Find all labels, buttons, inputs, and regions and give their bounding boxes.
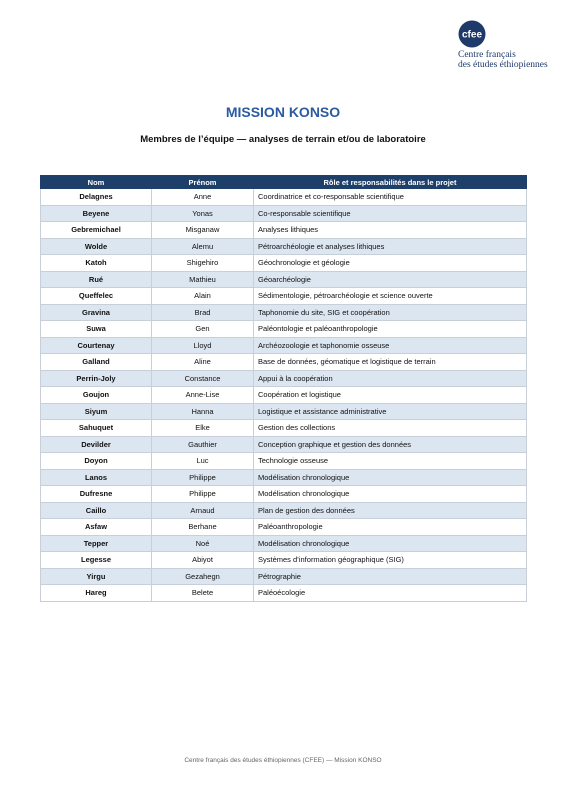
cell-role: Pétroarchéologie et analyses lithiques — [254, 238, 527, 255]
table-row — [41, 271, 527, 288]
cell-role: Modélisation chronologique — [254, 469, 527, 486]
cell-role: Paléoécologie — [254, 585, 527, 602]
table-row — [41, 238, 527, 255]
cell-role: Modélisation chronologique — [254, 486, 527, 503]
cell-nom: Queffelec — [41, 288, 152, 305]
cell-prenom: Lloyd — [152, 337, 254, 354]
cell-nom: Perrin-Joly — [41, 370, 152, 387]
table-row — [41, 403, 527, 420]
page-title: MISSION KONSO — [225, 104, 341, 120]
cell-prenom: Philippe — [152, 469, 254, 486]
table-row — [41, 552, 527, 569]
cell-prenom: Belete — [152, 585, 254, 602]
cell-nom: Suwa — [41, 321, 152, 338]
cell-role: Coordinatrice et co-responsable scientifique — [254, 189, 527, 206]
cell-role: Pétrographie — [254, 568, 527, 585]
cell-role: Géoarchéologie — [254, 271, 527, 288]
cell-nom: Goujon — [41, 387, 152, 404]
cell-role: Coopération et logistique — [254, 387, 527, 404]
cell-role: Analyses lithiques — [254, 222, 527, 239]
header-prenom: Prénom — [152, 176, 254, 189]
page-footer: Centre français des études éthiopiennes (CFEE) — Mission KONSO — [184, 757, 382, 764]
cell-role: Systèmes d’information géographique (SIG) — [254, 552, 527, 569]
table-row — [41, 354, 527, 371]
table-row — [41, 453, 527, 470]
cell-prenom: Hanna — [152, 403, 254, 420]
cell-role: Sédimentologie, pétroarchéologie et science ouverte — [254, 288, 527, 305]
table-row — [41, 321, 527, 338]
cell-nom: Wolde — [41, 238, 152, 255]
cell-nom: Tepper — [41, 535, 152, 552]
cell-role: Paléoanthropologie — [254, 519, 527, 536]
cell-prenom: Elke — [152, 420, 254, 437]
cell-prenom: Gezahegn — [152, 568, 254, 585]
header-nom: Nom — [41, 176, 152, 189]
cell-prenom: Arnaud — [152, 502, 254, 519]
cell-nom: Devilder — [41, 436, 152, 453]
cell-nom: Legesse — [41, 552, 152, 569]
cell-nom: Yirgu — [41, 568, 152, 585]
cell-nom: Rué — [41, 271, 152, 288]
cfee-logo-text — [458, 50, 566, 70]
table-row — [41, 585, 527, 602]
cell-role: Logistique et assistance administrative — [254, 403, 527, 420]
cell-role: Archéozoologie et taphonomie osseuse — [254, 337, 527, 354]
cell-role: Base de données, géomatique et logistique de terrain — [254, 354, 527, 371]
cell-prenom: Anne-Lise — [152, 387, 254, 404]
cell-nom: Sahuquet — [41, 420, 152, 437]
cfee-logo-mark-text: cfee — [461, 29, 483, 41]
team-table-body — [41, 189, 527, 602]
table-row — [41, 304, 527, 321]
logo-line-2: des études éthiopiennes — [458, 60, 548, 70]
cell-nom: Hareg — [41, 585, 152, 602]
cell-prenom: Misganaw — [152, 222, 254, 239]
table-row — [41, 519, 527, 536]
page-subtitle: Membres de l’équipe — analyses de terrain et/ou de laboratoire — [140, 134, 426, 145]
cell-prenom: Alemu — [152, 238, 254, 255]
table-row — [41, 337, 527, 354]
cell-role: Plan de gestion des données — [254, 502, 527, 519]
header-role: Rôle et responsabilités dans le projet — [254, 176, 527, 189]
cell-prenom: Noé — [152, 535, 254, 552]
table-row — [41, 535, 527, 552]
table-row — [41, 420, 527, 437]
cell-role: Taphonomie du site, SIG et coopération — [254, 304, 527, 321]
cell-nom: Asfaw — [41, 519, 152, 536]
table-row — [41, 568, 527, 585]
cell-role: Paléontologie et paléoanthropologie — [254, 321, 527, 338]
cell-role: Géochronologie et géologie — [254, 255, 527, 272]
cell-role: Modélisation chronologique — [254, 535, 527, 552]
cell-prenom: Mathieu — [152, 271, 254, 288]
cell-prenom: Philippe — [152, 486, 254, 503]
cell-nom: Doyon — [41, 453, 152, 470]
cell-prenom: Luc — [152, 453, 254, 470]
table-row — [41, 189, 527, 206]
cell-nom: Dufresne — [41, 486, 152, 503]
table-row — [41, 288, 527, 305]
cell-role: Technologie osseuse — [254, 453, 527, 470]
logo-line-1: Centre français — [458, 50, 516, 60]
cell-nom: Gravina — [41, 304, 152, 321]
cell-prenom: Shigehiro — [152, 255, 254, 272]
table-row — [41, 387, 527, 404]
table-row — [41, 370, 527, 387]
cell-prenom: Constance — [152, 370, 254, 387]
cell-nom: Courtenay — [41, 337, 152, 354]
cell-nom: Caillo — [41, 502, 152, 519]
table-row — [41, 222, 527, 239]
table-row — [41, 436, 527, 453]
table-row — [41, 205, 527, 222]
cell-nom: Katoh — [41, 255, 152, 272]
cell-prenom: Gauthier — [152, 436, 254, 453]
table-row — [41, 255, 527, 272]
cell-nom: Delagnes — [41, 189, 152, 206]
cell-role: Conception graphique et gestion des données — [254, 436, 527, 453]
cell-prenom: Brad — [152, 304, 254, 321]
cell-role: Co-responsable scientifique — [254, 205, 527, 222]
cell-nom: Galland — [41, 354, 152, 371]
table-row — [41, 469, 527, 486]
table-row — [41, 502, 527, 519]
cell-nom: Siyum — [41, 403, 152, 420]
cell-nom: Gebremichael — [41, 222, 152, 239]
cell-prenom: Gen — [152, 321, 254, 338]
table-row — [41, 486, 527, 503]
cell-prenom: Aline — [152, 354, 254, 371]
cell-prenom: Abiyot — [152, 552, 254, 569]
cell-role: Appui à la coopération — [254, 370, 527, 387]
cfee-logo-mark — [458, 20, 486, 48]
cell-prenom: Berhane — [152, 519, 254, 536]
cell-role: Gestion des collections — [254, 420, 527, 437]
cell-prenom: Yonas — [152, 205, 254, 222]
team-table — [40, 175, 527, 602]
cell-nom: Lanos — [41, 469, 152, 486]
cell-prenom: Anne — [152, 189, 254, 206]
cell-nom: Beyene — [41, 205, 152, 222]
cell-prenom: Alain — [152, 288, 254, 305]
table-header-row — [41, 176, 527, 189]
